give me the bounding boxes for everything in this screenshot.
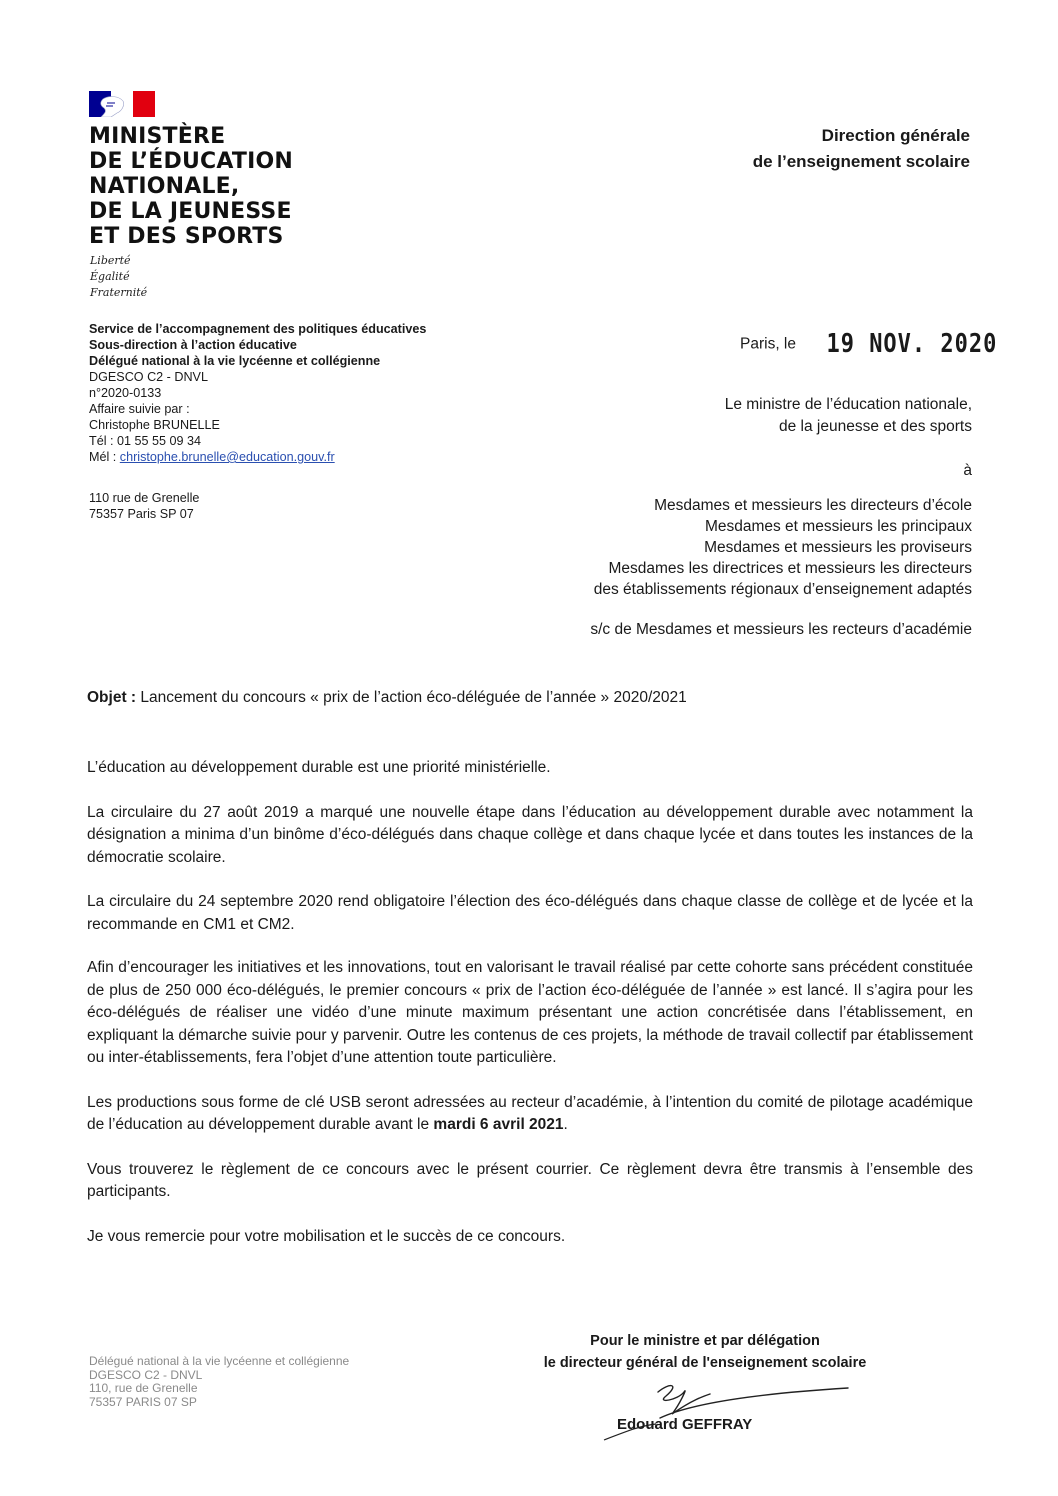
recipient-line: des établissements régionaux d’enseignement adaptés — [593, 581, 972, 598]
signature-block — [505, 1330, 905, 1374]
date-stamp: 19 NOV. 2020 — [826, 329, 998, 360]
marianne-flag-logo — [89, 91, 155, 117]
sender-office: DGESCO C2 - DNVL — [89, 370, 208, 384]
followed-by-label: Affaire suivie par : — [89, 402, 190, 416]
sender-service: Service de l’accompagnement des politiques éducatives — [89, 322, 427, 336]
date-line — [740, 329, 998, 360]
contact-name: Christophe BRUNELLE — [89, 418, 220, 432]
recipient-line: Mesdames et messieurs les principaux — [704, 518, 972, 535]
minister-line: de la jeunesse et des sports — [778, 418, 972, 435]
sender-block — [89, 321, 426, 465]
direction-header — [753, 123, 970, 175]
ministry-line: DE L’ÉDUCATION — [89, 149, 293, 174]
letter-body — [87, 757, 973, 1270]
sender-subdirection: Sous-direction à l’action éducative — [89, 338, 297, 352]
contact-phone: Tél : 01 55 55 09 34 — [89, 434, 202, 448]
footer-line: 75357 PARIS 07 SP — [89, 1394, 197, 1409]
body-paragraph: La circulaire du 24 septembre 2020 rend obligatoire l’élection des éco-délégués dans chaque classe de collège et de lycée et la recommande en CM1 et CM2. — [87, 893, 973, 933]
subject-text: Lancement du concours « prix de l’action éco-déléguée de l’année » 2020/2021 — [136, 689, 687, 706]
email-label: Mél : — [89, 450, 120, 464]
subject-label: Objet : — [87, 689, 137, 706]
deadline-date: mardi 6 avril 2021 — [433, 1116, 564, 1133]
body-paragraph: La circulaire du 27 août 2019 a marqué une nouvelle étape dans l’éducation au développement durable avec notamment la désignation a minima d’un binôme d’éco-délégués dans chaque collège et dans chaque lycée et dans toutes les instances de la démocratie scolaire. — [87, 803, 973, 866]
motto-egalite: Égalité — [90, 270, 130, 283]
footer-line: DGESCO C2 - DNVL — [89, 1367, 203, 1382]
footer-line: 110, rue de Grenelle — [89, 1381, 198, 1395]
handwritten-signature — [600, 1374, 850, 1444]
delegation-line: Pour le ministre et par délégation — [590, 1333, 820, 1349]
ministry-line: DE LA JEUNESSE — [89, 199, 292, 224]
ministry-line: NATIONALE, — [89, 174, 240, 199]
deadline-end: . — [563, 1116, 568, 1133]
to-word: à — [963, 462, 972, 479]
direction-line: de l’enseignement scolaire — [752, 152, 970, 171]
recipient-line: Mesdames les directrices et messieurs les directeurs — [608, 560, 972, 577]
recipient-line: Mesdames et messieurs les proviseurs — [704, 539, 972, 556]
motto-liberte: Liberté — [90, 254, 131, 267]
signer-title: le directeur général de l'enseignement scolaire — [543, 1355, 867, 1371]
minister-line: Le ministre de l’éducation nationale, — [724, 396, 972, 413]
body-paragraph: Afin d’encourager les initiatives et les innovations, tout en valorisant le travail réalisé par cette cohorte sans précédent constituée de plus de 250 000 éco-délégués, le premier concours « prix de l’action éco-déléguée de l’année » est lancé. Il s’agira pour les éco-délégués de réaliser une vidéo d’une minute maximum présentant une action concrétisée dans l’établissement, en expliquant la démarche suivie pour y parvenir. Outre les contenus de ces projets, la méthode de travail collectif par établissement ou inter-établissements, fera l’objet d’une attention toute particulière. — [87, 959, 973, 1066]
subject-line — [87, 687, 687, 709]
recipient-line: Mesdames et messieurs les directeurs d’école — [654, 497, 972, 514]
signer-name: Edouard GEFFRAY — [617, 1416, 753, 1433]
body-paragraph — [87, 1092, 973, 1137]
contact-email-link[interactable]: christophe.brunelle@education.gouv.fr — [119, 450, 335, 464]
republic-motto — [90, 253, 147, 301]
deadline-intro: Les productions sous forme de clé USB seront adressées au recteur d’académie, à l’intention du comité de pilotage académique de l’éducation au développement durable avant le — [87, 1093, 973, 1133]
motto-fraternite: Fraternité — [90, 286, 148, 299]
body-paragraph: Vous trouverez le règlement de ce concours avec le présent courrier. Ce règlement devra être transmis à l’ensemble des participants. — [87, 1160, 973, 1200]
body-paragraph: Je vous remercie pour votre mobilisation et le succès de ce concours. — [87, 1227, 566, 1245]
address-street: 110 rue de Grenelle — [89, 491, 200, 505]
footer-line: Délégué national à la vie lycéenne et collégienne — [89, 1354, 350, 1368]
address-city: 75357 Paris SP 07 — [89, 507, 194, 521]
ministry-name — [89, 124, 389, 249]
sender-delegate: Délégué national à la vie lycéenne et collégienne — [89, 354, 381, 368]
ministry-line: MINISTÈRE — [89, 124, 226, 149]
body-paragraph: L’éducation au développement durable est une priorité ministérielle. — [87, 759, 551, 776]
date-prefix: Paris, le — [740, 335, 796, 353]
sender-address — [89, 490, 199, 522]
footer-address — [89, 1355, 349, 1409]
direction-line: Direction générale — [821, 126, 970, 145]
sous-couvert-line: s/c de Mesdames et messieurs les recteurs d’académie — [590, 621, 972, 638]
contact-email-row — [89, 449, 426, 465]
sender-reference: n°2020-0133 — [89, 386, 162, 400]
recipient-list — [594, 495, 972, 600]
sender-minister — [725, 394, 972, 438]
ministry-line: ET DES SPORTS — [89, 224, 284, 249]
